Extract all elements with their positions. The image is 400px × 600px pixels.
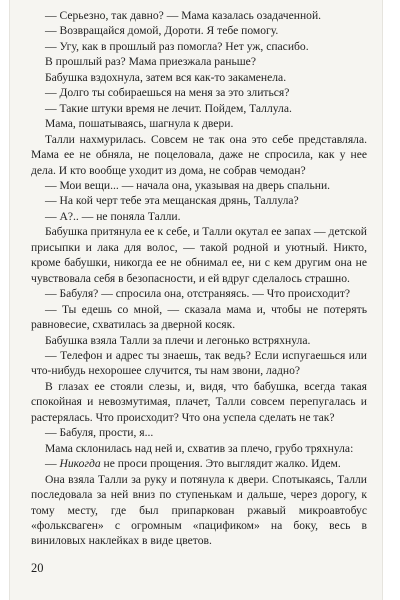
paragraph: — Ты едешь со мной, — сказала мама и, чтобы не потерять равновесие, схватилась за дверной косяк. <box>31 302 367 332</box>
page-text <box>31 8 367 549</box>
paragraph: — Серьезно, так давно? — Мама казалась озадаченной. <box>45 9 322 22</box>
emphasis-prefix: — <box>45 457 60 471</box>
paragraph: — Возвращайся домой, Дороти. Я тебе помогу. <box>45 24 279 38</box>
paragraph: Бабушка притянула ее к себе, и Талли окутал ее запах — детской присыпки и лака для волос, — такой родной и уютный. Никто, кроме бабушки, никогда ее не обнимал ее, ни с кем другим она не чувствовала себя в безопасности, и ей вдруг сделалось страшно. <box>31 225 367 285</box>
paragraph: Бабушка взяла Талли за плечи и легонько встряхнула. <box>45 333 311 347</box>
paragraph: — Долго ты собираешься на меня за это злиться? <box>45 86 290 100</box>
emphasis-suffix: не проси прощения. Это выглядит жалко. Идем. <box>100 457 341 471</box>
paragraph: — А?.. — не поняла Талли. <box>45 209 181 223</box>
paragraph: — Такие штуки время не лечит. Пойдем, Таллула. <box>45 101 292 115</box>
paragraph: — Телефон и адрес ты знаешь, так ведь? Если испугаешься или что-нибудь нехорошее случится, ты нам звони, ладно? <box>31 348 367 378</box>
paragraph: — Бабуля, прости, я... <box>45 426 154 440</box>
paragraph: Она взяла Талли за руку и потянула к двери. Спотыкаясь, Талли последовала за ней вниз по ступенькам и дальше, через дорогу, к тому месту, где был припаркован ржавый микроавтобус «фольксваген» с огромным «пацификом» на боку, весь в виниловых наклейках в виде цветов. <box>31 472 367 548</box>
paragraph: — Бабуля? — спросила она, отстраняясь. — Что происходит? <box>45 287 351 301</box>
paragraph: — Мои вещи... — начала она, указывая на дверь спальни. <box>45 178 331 192</box>
paragraph: Бабушка вздохнула, затем вся как-то закаменела. <box>45 70 287 84</box>
paragraph: — Угу, как в прошлый раз помогла? Нет уж, спасибо. <box>45 39 309 53</box>
paragraph: В глазах ее стояли слезы, и, видя, что бабушка, всегда такая спокойная и невозмутимая, плачет, Талли совсем перепугалась и растерялась. Что происходит? Что она успела сделать не так? <box>31 379 367 424</box>
paragraph: В прошлый раз? Мама приезжала раньше? <box>45 55 256 69</box>
paragraph: Мама склонилась над ней и, схватив за плечо, грубо тряхнула: <box>45 441 354 455</box>
book-page <box>10 0 382 600</box>
paragraph: Талли нахмурилась. Совсем не так она это себе представляла. Мама ее не обняла, не поцеловала, даже не спросила, как у нее дела. И кто вообще уходит из дома, не собрав чемодан? <box>31 132 367 177</box>
emphasized-word: Никогда <box>59 457 101 471</box>
page-number: 20 <box>31 561 44 575</box>
paragraph: — На кой черт тебе эта мещанская дрянь, Таллула? <box>45 194 299 208</box>
paragraph: Мама, пошатываясь, шагнула к двери. <box>45 117 234 131</box>
emphasis-paragraph <box>31 456 367 471</box>
